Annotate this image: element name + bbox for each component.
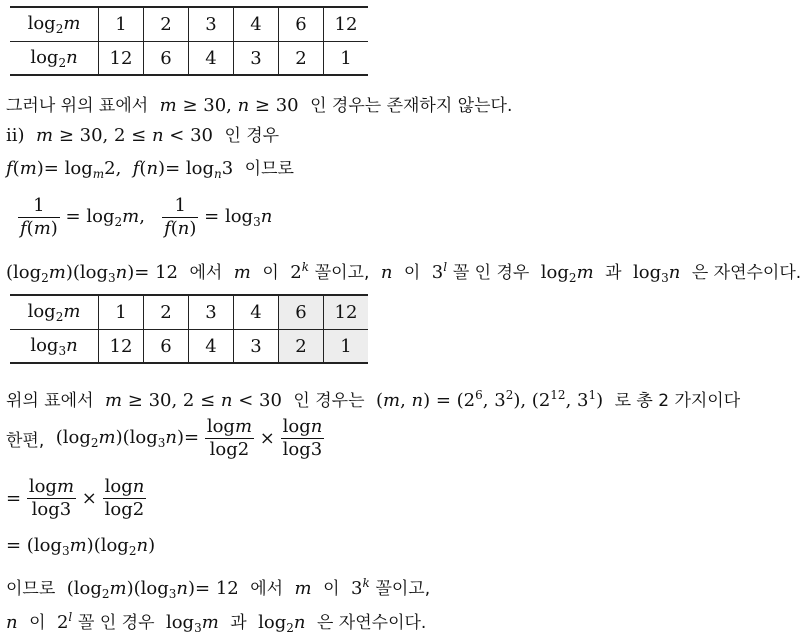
fraction: $\frac{\log n}{\log 2}$ [104,476,145,520]
text: 은 자연수이다. [316,613,427,633]
table2-cell: 4 [189,330,234,364]
fraction: $\frac{1}{f(n)}$ [164,195,197,239]
math: m ≥ 30, 2 ≤ n < 30 [104,390,288,411]
text: 한편, [6,431,45,451]
text: 인 경우는 존재하지 않는다. [310,96,513,116]
math: $\log_2n$ [252,612,306,635]
line-result [6,384,740,412]
math: n [6,612,18,633]
line-rearrange: = $\frac{\log m}{\log 3}$ × $\frac{\log n}{\log 2}$ [6,476,145,520]
text: 꼴이고, [314,263,370,283]
table2-cell-highlight: 1 [324,330,369,364]
table2-cell-highlight: 2 [279,330,324,364]
math: $f(m)= \log_m2$, $f(n)= \log_n3$ [6,158,239,181]
log-table-2 [10,294,368,364]
table2-cell: 4 [234,295,279,330]
text: 이 [262,263,279,283]
table1-cell: 4 [189,42,234,76]
text: 이 [29,613,46,633]
math: (m, $n) = (2^6$, $3^2$), ($2^{12}$, $3^1$) [370,388,609,411]
math: 2$^k$ [284,260,309,283]
table1-cell: 4 [234,7,279,42]
fraction: $\frac{1}{f(m)}$ [20,195,58,239]
table2-cell-highlight: 12 [324,295,369,330]
table2-cell: 6 [144,330,189,364]
table1-cell: 2 [279,42,324,76]
line-no-case [6,95,512,117]
math: n [380,262,393,283]
log-table-1 [10,6,368,76]
table2-label2: $\log_3n$ [10,330,99,364]
math: $(\log_2m)(\log_3n)= 12$ [61,578,245,601]
fraction: $\frac{\log n}{\log 3}$ [282,416,323,460]
table2-cell: 3 [189,295,234,330]
table1-cell: 3 [234,42,279,76]
table1-cell: 12 [324,7,369,42]
table2-cell: 2 [144,295,189,330]
math: = $(\log_3m)(\log_2n)$ [6,535,156,558]
text: 꼴이고, [375,579,431,599]
table1-cell: 3 [189,7,234,42]
text: 에서 [250,579,284,599]
line-product-12 [6,256,801,289]
table1-cell: 6 [144,42,189,76]
text: 꼴 인 경우 [452,263,530,283]
text: 위의 표에서 [6,391,94,411]
case-label: ii) [6,125,25,146]
table2-cell: 12 [99,330,144,364]
table1-cell: 1 [324,42,369,76]
table1-cell: 12 [99,42,144,76]
math: $\log_2m$ [535,262,594,285]
math: $\log_3m$ [160,612,219,635]
text: 로 총 2 가지이다 [614,391,741,411]
line-equal [6,535,155,562]
text: 과 [605,263,622,283]
math: m [233,262,251,283]
text: 꼴 인 경우 [78,613,155,633]
line-final [6,606,426,639]
math: m [294,578,312,599]
table2-header: $\log_2m$ [10,295,99,330]
text: 이 [323,579,340,599]
line-change-base: 한편, $(\log_2m)(\log_3n)=$ $\frac{\log m}{\log 2}$ × $\frac{\log n}{\log 3}$ [6,416,323,460]
table2-cell: 1 [99,295,144,330]
table2-cell-highlight: 6 [279,295,324,330]
table2-cell: 3 [234,330,279,364]
text: 과 [230,613,247,633]
text: 인 경우 [224,126,280,146]
text: 이므로 [244,159,294,179]
math: $(\log_2m)(\log_3n)= 12$ [6,262,184,285]
math: $\log_3n$ [627,262,681,285]
table1-cell: 6 [279,7,324,42]
table1-label2: $\log_2n$ [10,42,99,76]
table1-cell: 2 [144,7,189,42]
line-therefore [6,572,430,605]
text: 에서 [189,263,223,283]
math: 3$^l$ [426,260,448,283]
fraction: $\frac{\log m}{\log 2}$ [206,416,253,460]
text: 이 [403,263,421,283]
text: 은 자연수이다. [691,263,802,283]
text: 이므로 [6,579,56,599]
line-f-def [6,158,294,185]
text: 인 경우는 [293,391,365,411]
line-reciprocal: $\frac{1}{f(m)}$ = $\log_2m$, $\frac{1}{f(n)}$ = $\log_3n$ [20,195,273,239]
table1-cell: 1 [99,7,144,42]
line-case-ii [6,125,279,147]
table1-header: $\log_2m$ [10,7,99,42]
text: 그러나 위의 표에서 [6,96,149,116]
math: m ≥ 30, 2 ≤ n < 30 [36,125,219,146]
math: 2$^l$ [51,610,73,633]
math: m ≥ 30, n ≥ 30 [159,95,305,116]
fraction: $\frac{\log m}{\log 3}$ [28,476,75,520]
math: 3$^k$ [345,576,370,599]
